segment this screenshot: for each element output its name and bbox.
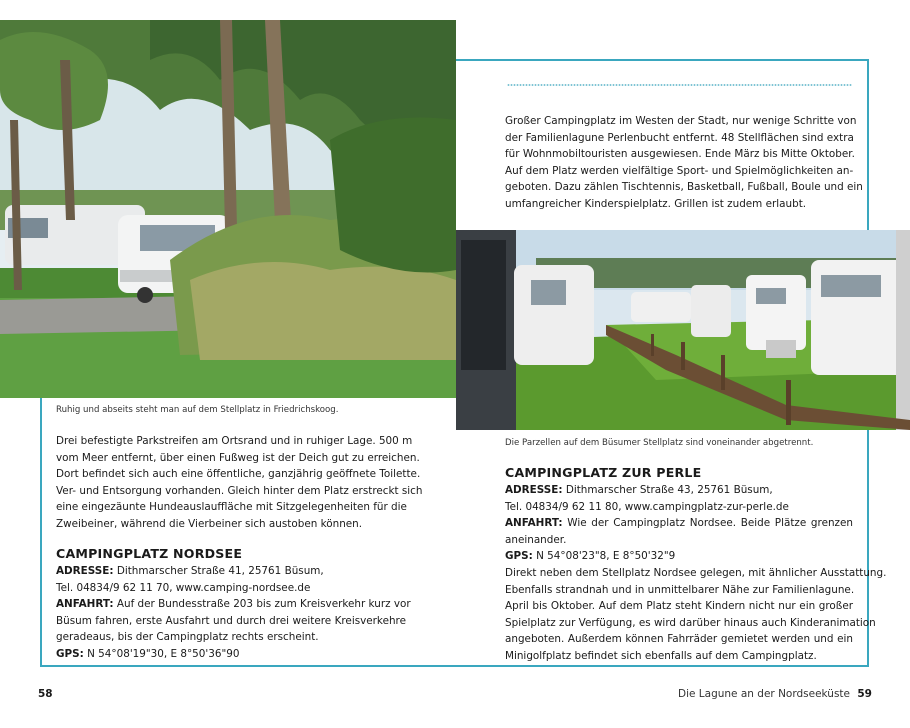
gps-value: N 54°08'23"8, E 8°50'32"9 [536,550,676,563]
text-line: Büsum fahren, erste Ausfahrt und durch drei weitere Kreisverkehre [56,614,406,627]
text-line: Direkt neben dem Stellplatz Nordsee gelegen, mit ähnlicher Ausstattung. [505,566,887,579]
directions-label: ANFAHRT: [56,598,114,611]
address-label: ADRESSE: [56,565,114,577]
text-line: Ebenfalls strandnah und in unmittelbarer Nähe zur Familienlagune. [505,583,855,596]
address-label: ADRESSE: [505,484,563,496]
text-line: Auf dem Platz werden vielfältige Sport- und Spielmöglichkeiten an- [505,164,854,177]
address-line [505,482,853,499]
address-value: Dithmarscher Straße 41, 25761 Büsum, [116,565,324,577]
contact-line: Tel. 04834/9 62 11 80, www.campingplatz-zur-perle.de [505,500,789,513]
text-line: April bis Oktober. Auf dem Platz steht Kindern nicht nur ein großer [505,600,853,613]
text-line: Dort befindet sich auch eine öffentliche, ganzjährig geöffnete Toilette. [56,468,421,481]
photo-motorhomes-friedrichskoog [0,20,456,398]
entry-heading: CAMPINGPLATZ ZUR PERLE [505,465,702,480]
address-line [56,563,406,580]
text-line: Zweibeiner, während die Vierbeiner sich austoben können. [56,517,363,530]
text-line: Großer Campingplatz im Westen der Stadt, nur wenige Schritte von [505,115,857,127]
text-line: aneinander. [505,533,567,546]
photo-buesum-stellplatz [456,230,910,430]
directions-value: Wie der Campingplatz Nordsee. Beide Plätze grenzen [567,517,853,530]
text-line: Ver- und Entsorgung vorhanden. Gleich hinter dem Platz erstreckt sich [56,484,423,497]
text-line: Drei befestigte Parkstreifen am Ortsrand und in ruhiger Lage. 500 m [56,435,413,447]
page-number-right: 59 [857,688,872,700]
left-intro-text [56,433,423,533]
gps-line [56,646,406,663]
directions-value: Auf der Bundesstraße 203 bis zum Kreisverkehr kurz vor [116,598,411,611]
text-line: eine eingezäunte Hundeauslauffläche mit Sitzgelegenheiten für die [56,501,407,514]
entry-heading: CAMPINGPLATZ NORDSEE [56,546,243,561]
running-title: Die Lagune an der Nordseeküste [678,688,850,700]
text-line: Minigolfplatz befindet sich ebenfalls auf dem Campingplatz. [505,649,817,662]
left-photo-caption: Ruhig und abseits steht man auf dem Stellplatz in Friedrichskoog. [56,405,339,415]
right-intro-text [505,113,863,213]
entry-campingplatz-zur-perle [505,464,887,665]
page-number-left: 58 [38,688,53,700]
gps-label: GPS: [56,647,84,660]
text-line: der Familienlagune Perlenbucht entfernt. 48 Stellflächen sind extra [505,131,854,144]
directions-line [505,515,853,532]
text-line: geboten. Dazu zählen Tischtennis, Basketball, Fußball, Boule und ein [505,181,863,194]
contact-line: Tel. 04834/9 62 11 70, www.camping-nordsee.de [56,581,311,594]
text-line: für Wohnmobiltouristen ausgewiesen. Ende März bis Mitte Oktober. [505,148,855,161]
text-line: angeboten. Außerdem können Fahrräder gemietet werden und ein [505,633,853,646]
text-line: Spielplatz zur Verfügung, es wird darüber hinaus auch Kinderanimation [505,616,876,629]
right-photo-caption: Die Parzellen auf dem Büsumer Stellplatz sind voneinander abgetrennt. [505,438,814,448]
text-line: geradeaus, bis der Campingplatz rechts erscheint. [56,631,319,644]
gps-label: GPS: [505,550,533,563]
text-line: vom Meer entfernt, über einen Fußweg ist der Deich gut zu erreichen. [56,451,420,464]
text-line: umfangreicher Kinderspielplatz. Grillen ist zudem erlaubt. [505,197,807,210]
gps-value: N 54°08'19"30, E 8°50'36"90 [87,647,240,660]
dotted-divider [507,83,852,87]
entry-campingplatz-nordsee [56,545,411,663]
directions-label: ANFAHRT: [505,517,563,530]
directions-line [56,596,411,613]
gps-line [505,548,853,565]
address-value: Dithmarscher Straße 43, 25761 Büsum, [565,484,773,496]
